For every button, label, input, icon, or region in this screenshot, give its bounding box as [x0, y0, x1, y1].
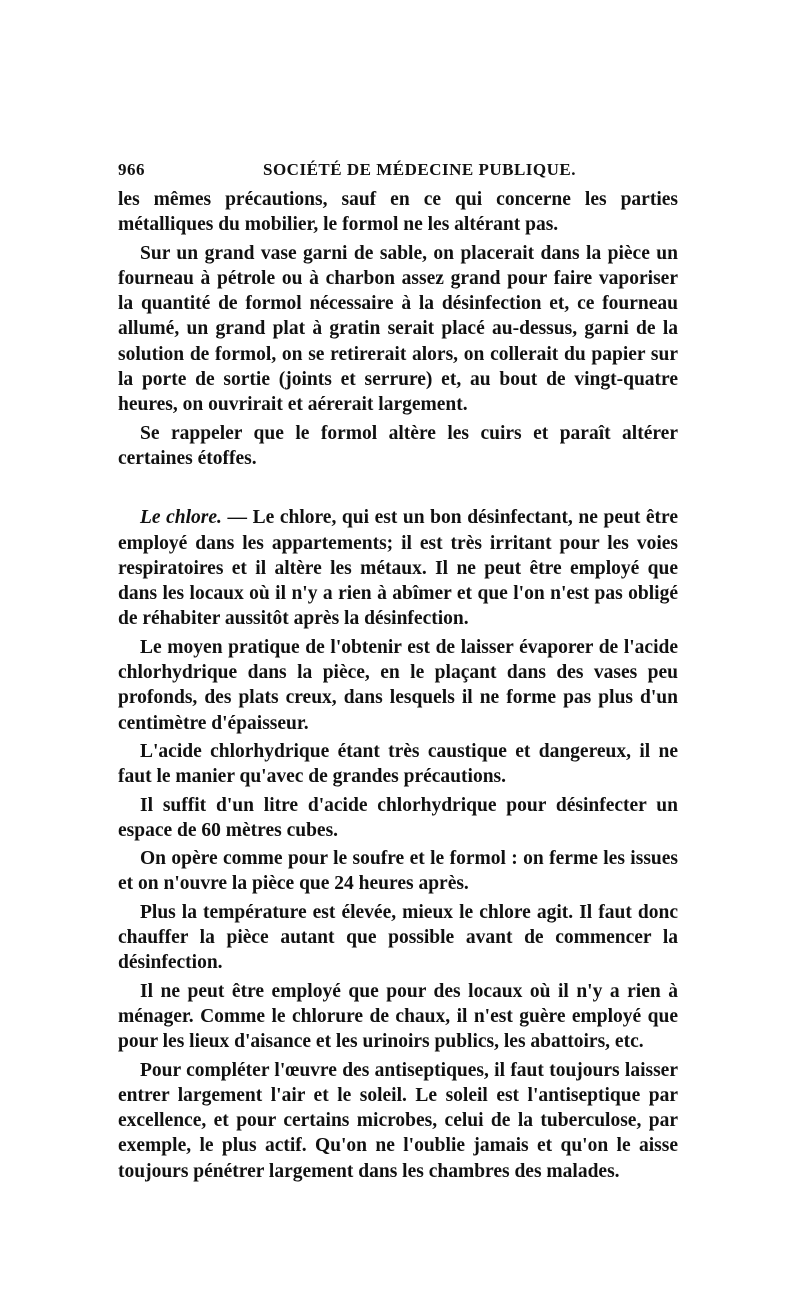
paragraph: Il ne peut être employé que pour des locaux où il n'y a rien à ménager. Comme le chlorure de chaux, il n'est guère employé que pour les lieux d'aisance et les urinoirs publics, les abattoirs, etc. [118, 980, 678, 1053]
page-header [118, 160, 678, 184]
paragraph: On opère comme pour le soufre et le formol : on ferme les issues et on n'ouvre la pièce que 24 heures après. [118, 848, 678, 895]
paragraph: Le moyen pratique de l'obtenir est de laisser évaporer de l'acide chlorhydrique dans la pièce, en le plaçant dans des vases peu profonds, des plats creux, dans lesquels il ne forme pas plus d'un centimètre d'épaisseur. [118, 636, 678, 734]
paragraph: Se rappeler que le formol altère les cuirs et paraît altérer certaines étoffes. [118, 422, 678, 469]
paragraph-continuation: les mêmes précautions, sauf en ce qui concerne les parties métalliques du mobilier, le formol ne les altérant pas. [118, 189, 678, 236]
page-body [118, 187, 678, 1184]
section-heading: Le chlore. [140, 507, 222, 529]
page-number: 966 [118, 160, 145, 179]
running-title: SOCIÉTÉ DE MÉDECINE PUBLIQUE. [263, 160, 577, 179]
paragraph: Plus la température est élevée, mieux le chlore agit. Il faut donc chauffer la pièce autant que possible avant de commencer la désinfection. [118, 901, 678, 974]
paragraph: Sur un grand vase garni de sable, on placerait dans la pièce un fourneau à pétrole ou à charbon assez grand pour faire vaporiser la quantité de formol nécessaire à la désinfection et, ce fourneau allumé, un grand plat à gratin serait placé au-dessus, garni de la solution de formol, on se retirerait alors, on collerait du papier sur la porte de sortie (joints et serrure) et, au bout de vingt-quatre heures, on ouvrirait et aérerait largement. [118, 242, 678, 416]
chlore-section-paragraph [118, 505, 678, 631]
paragraph: L'acide chlorhydrique étant très caustique et dangereux, il ne faut le manier qu'avec de grandes précautions. [118, 740, 678, 788]
paragraph: Il suffit d'un litre d'acide chlorhydrique pour désinfecter un espace de 60 mètres cubes. [118, 794, 678, 841]
paragraph: Pour compléter l'œuvre des antiseptiques, il faut toujours laisser entrer largement l'air et le soleil. Le soleil est l'antiseptique par excellence, et pour certains microbes, celui de la tuberculose, par exemple, le plus actif. Qu'on ne l'oublie jamais et qu'on le aisse toujours pénétrer largement dans les chambres des malades. [118, 1059, 678, 1182]
section-intro-text: — Le chlore, qui est un bon désinfectant, ne peut être employé dans les appartements; il est très irritant pour les voies respiratoires et il altère les métaux. Il ne peut être employé que dans les locaux où il n'y a rien à abîmer et que l'on n'est pas obligé de réhabiter aussitôt après la désinfection. [118, 507, 678, 630]
